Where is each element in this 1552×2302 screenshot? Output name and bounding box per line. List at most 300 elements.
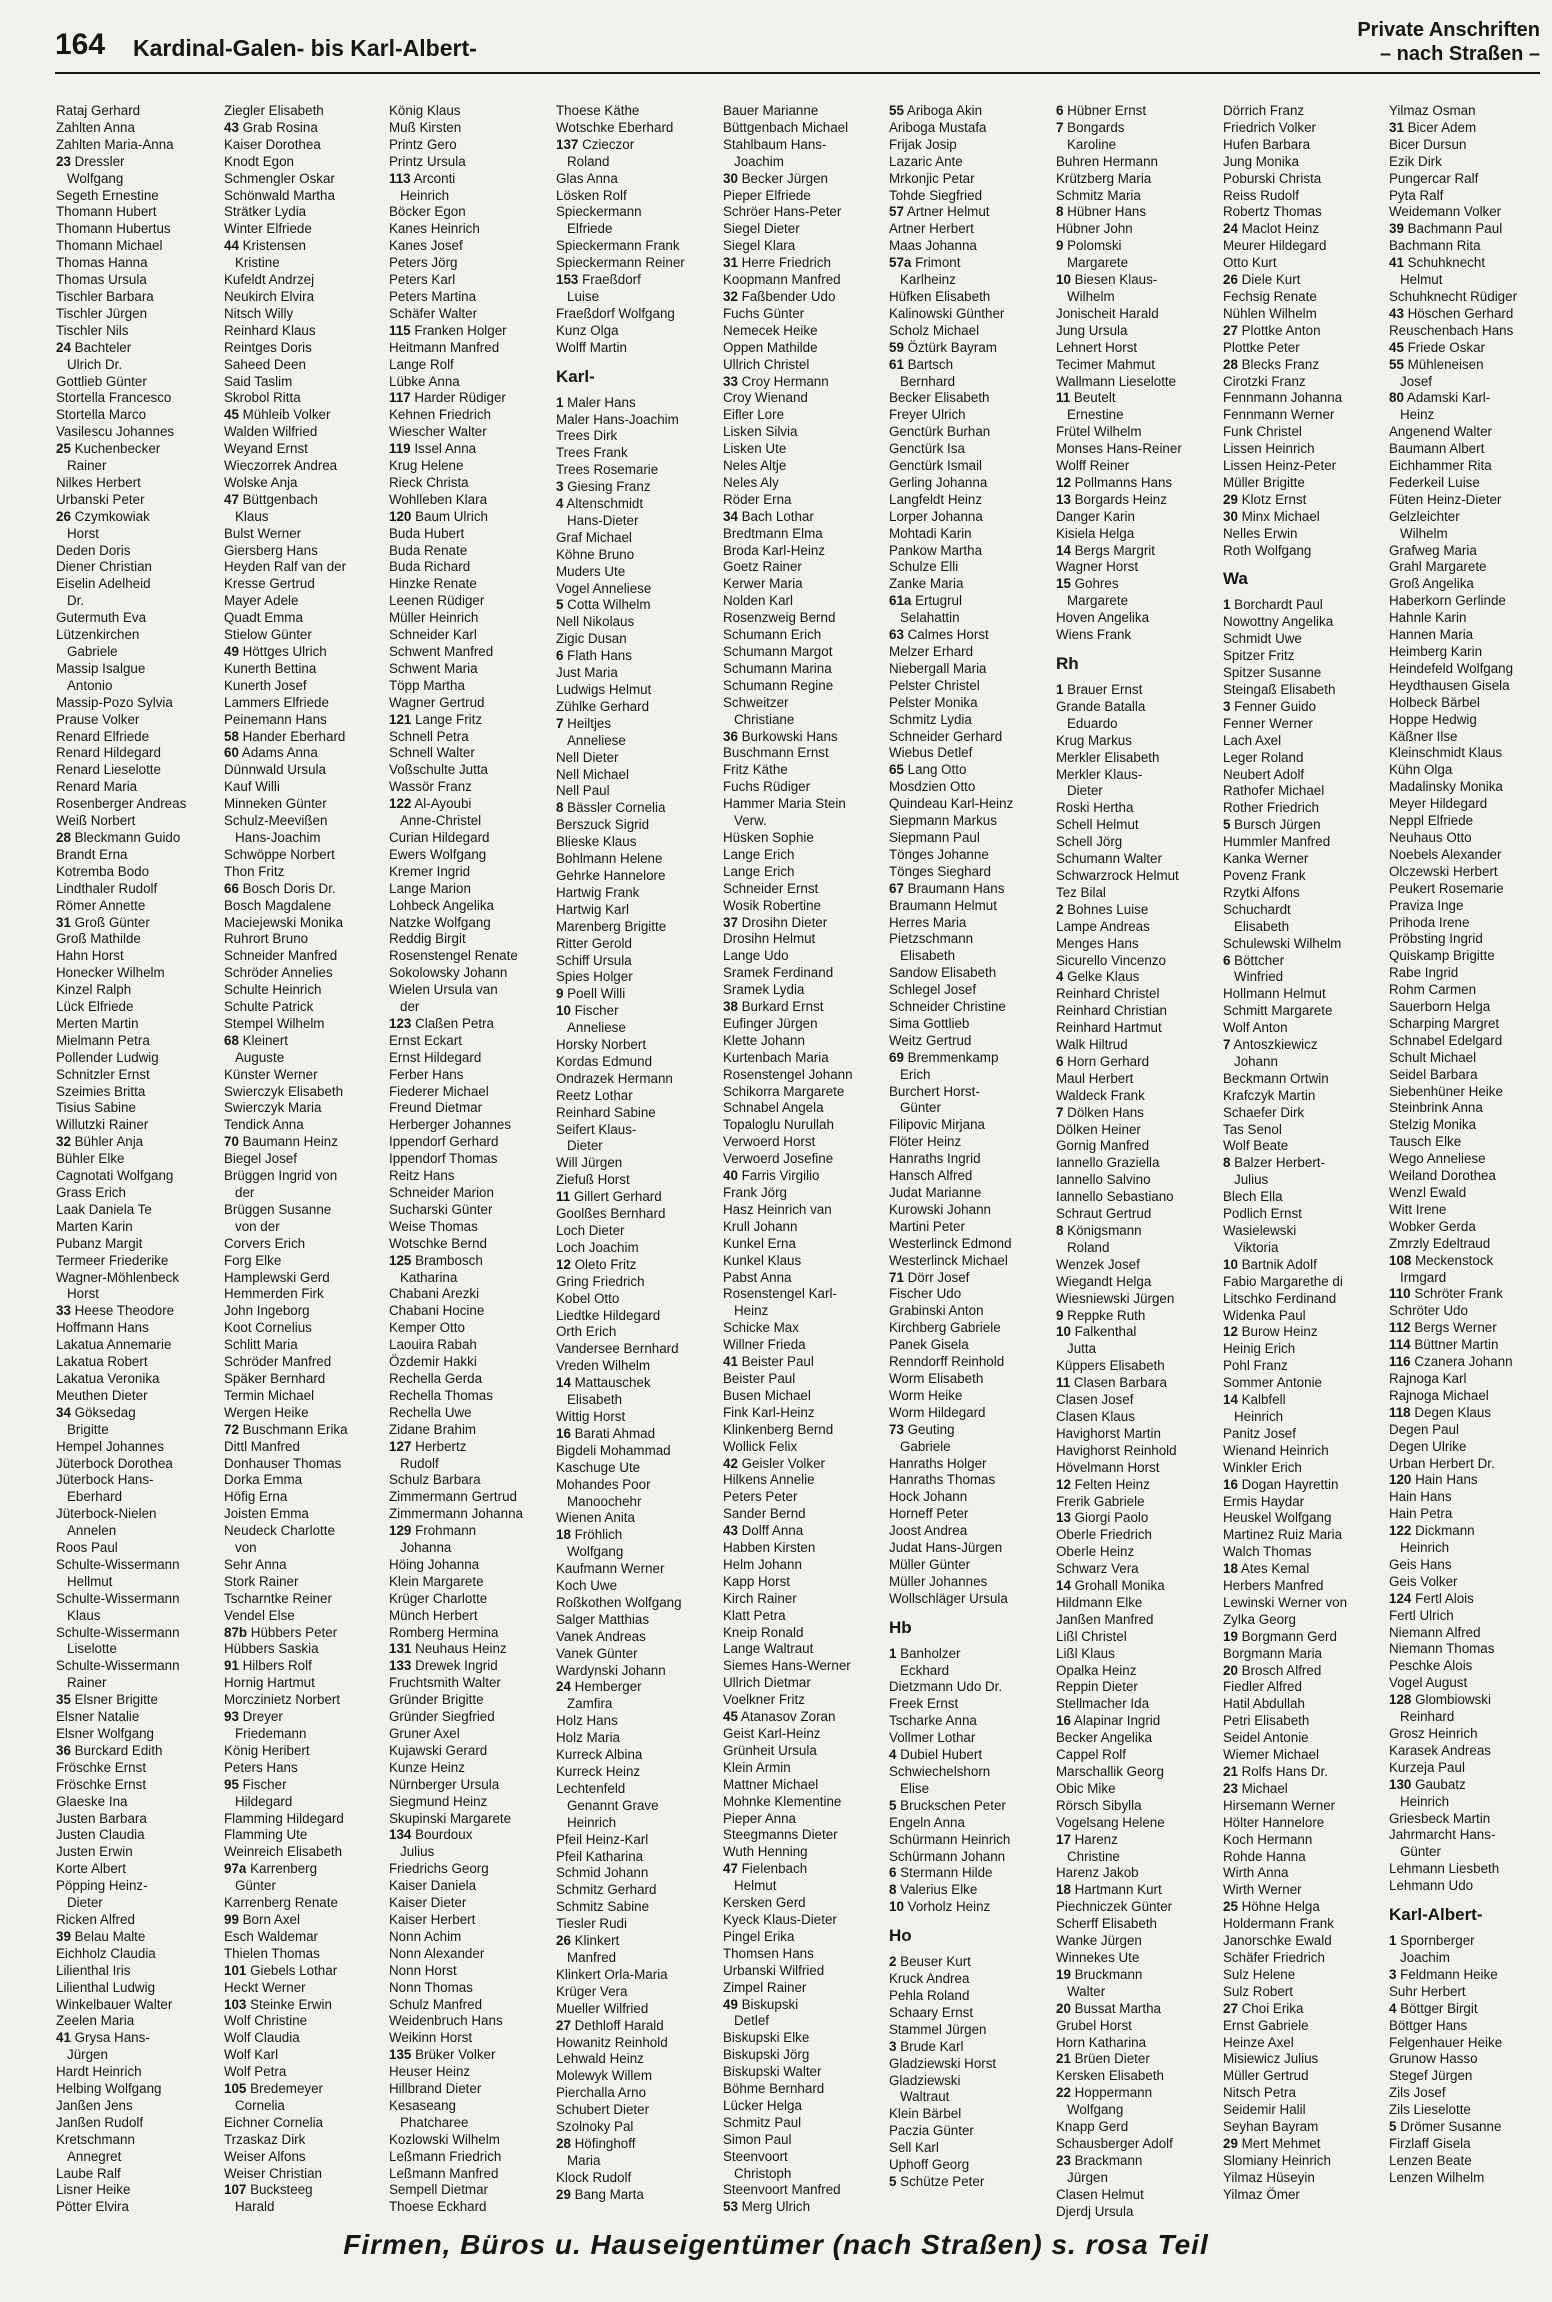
- directory-entry: Heinze Axel: [1223, 2034, 1294, 2050]
- directory-entry: Klinkert Orla-Maria: [556, 1966, 668, 1982]
- directory-entry: Ewers Wolfgang: [389, 846, 487, 862]
- directory-entry: 19 Bruckmann: [1056, 1966, 1143, 1982]
- directory-entry: Schneider Ernst: [723, 880, 819, 896]
- directory-entry: Freund Dietmar: [389, 1100, 483, 1116]
- directory-entry: Wittig Horst: [556, 1408, 626, 1424]
- directory-entry: Zeelen Maria: [56, 2013, 135, 2029]
- directory-entry: Niemann Alfred: [1389, 1624, 1481, 1640]
- directory-entry: Sima Gottlieb: [889, 1015, 970, 1031]
- directory-entry: Wuth Henning: [723, 1844, 808, 1860]
- directory-entry: 3 Fenner Guido: [1223, 698, 1317, 714]
- directory-entry: Rohde Hanna: [1223, 1848, 1306, 1864]
- directory-entry: 22 Hoppermann: [1056, 2085, 1153, 2101]
- directory-entry: Hartwig Frank: [556, 884, 640, 900]
- directory-entry: Lißl Klaus: [1056, 1645, 1115, 1661]
- directory-entry: Loch Joachim: [556, 1239, 639, 1255]
- directory-entry: Lisken Ute: [723, 441, 787, 457]
- directory-entry: Eifler Lore: [723, 407, 785, 423]
- directory-entry: Spitzer Susanne: [1223, 665, 1322, 681]
- directory-entry: 130 Gaubatz: [1389, 1776, 1466, 1792]
- entry-continuation: Gabriele: [900, 1438, 951, 1454]
- directory-entry: Freek Ernst: [889, 1696, 959, 1712]
- directory-entry: Tönges Johanne: [889, 846, 989, 862]
- directory-entry: 53 Merg Ulrich: [723, 2199, 811, 2215]
- directory-entry: Koot Cornelius: [224, 1320, 312, 1336]
- directory-entry: Waldeck Frank: [1056, 1087, 1145, 1103]
- house-number: 7: [1056, 1104, 1064, 1120]
- directory-entry: 3 Brude Karl: [889, 2038, 964, 2054]
- directory-entry: Steingaß Elisabeth: [1223, 682, 1336, 697]
- directory-entry: Iannello Sebastiano: [1056, 1189, 1174, 1205]
- directory-entry: Horsky Norbert: [556, 1037, 647, 1053]
- directory-entry: Pungercar Ralf: [1389, 170, 1479, 186]
- directory-entry: Knapp Gerd: [1056, 2119, 1129, 2135]
- directory-entry: Tausch Elke: [1389, 1134, 1462, 1150]
- directory-entry: 73 Geuting: [889, 1421, 955, 1437]
- directory-entry: Lilienthal Ludwig: [56, 1979, 156, 1995]
- directory-entry: Voßschulte Jutta: [389, 762, 488, 778]
- directory-entry: Reetz Lothar: [556, 1087, 633, 1103]
- directory-entry: Stortella Francesco: [56, 390, 172, 406]
- entry-continuation: Maria: [567, 2152, 601, 2168]
- directory-entry: Thielen Thomas: [224, 1945, 320, 1961]
- directory-entry: 45 Mühleib Volker: [224, 407, 331, 423]
- directory-entry: Klatt Petra: [723, 1607, 786, 1623]
- directory-entry: 40 Farris Virgilio: [723, 1168, 820, 1184]
- directory-entry: 55 Ariboga Akin: [889, 103, 983, 118]
- directory-entry: Nonn Horst: [389, 1962, 457, 1978]
- directory-entry: Römer Annette: [56, 897, 146, 913]
- directory-entry: Thomann Hubert: [56, 204, 157, 220]
- directory-entry: Havighorst Reinhold: [1056, 1442, 1177, 1458]
- directory-entry: Klein Margarete: [389, 1573, 484, 1589]
- directory-entry: Sokolowsky Johann: [389, 965, 508, 981]
- entry-continuation: Hellmut: [67, 1573, 113, 1589]
- house-number: 17: [1056, 1831, 1071, 1847]
- directory-entry: Zimmermann Gertrud: [389, 1489, 517, 1505]
- directory-entry: Winter Elfriede: [224, 221, 312, 237]
- directory-entry: Sramek Lydia: [723, 982, 805, 998]
- directory-entry: Urban Herbert Dr.: [1389, 1455, 1495, 1471]
- directory-entry: 8 Balzer Herbert-: [1223, 1155, 1325, 1171]
- directory-entry: Schwiechelshorn: [889, 1764, 991, 1779]
- entry-continuation: Winfried: [1234, 969, 1284, 985]
- directory-entry: 105 Bredemeyer: [224, 2081, 323, 2097]
- directory-entry: Krug Helene: [389, 458, 464, 474]
- directory-entry: Hüfken Elisabeth: [889, 288, 991, 304]
- page-number: 164: [55, 28, 106, 61]
- house-number: 3: [556, 479, 564, 495]
- entry-continuation: Elise: [900, 1780, 930, 1796]
- house-number: 72: [224, 1421, 239, 1437]
- house-number: 31: [723, 255, 738, 271]
- directory-entry: Hatil Abdullah: [1223, 1696, 1305, 1712]
- directory-entry: 28 Höfinghoff: [556, 2135, 636, 2151]
- directory-entry: 33 Croy Hermann: [723, 373, 829, 389]
- directory-entry: 61a Ertugrul: [889, 593, 962, 609]
- directory-entry: Hoppe Hedwig: [1389, 711, 1477, 727]
- directory-entry: Buda Renate: [389, 542, 468, 558]
- directory-column: [1056, 103, 1218, 2220]
- directory-entry: Schuhknecht Rüdiger: [1389, 288, 1518, 304]
- house-number: 40: [723, 1168, 738, 1184]
- directory-entry: Lakatua Veronika: [56, 1370, 160, 1386]
- directory-entry: Sramek Ferdinand: [723, 965, 834, 981]
- directory-entry: Wielen Ursula van: [389, 982, 498, 998]
- directory-entry: Liedtke Hildegard: [556, 1307, 661, 1323]
- house-number: 47: [723, 1861, 738, 1877]
- entry-continuation: Cornelia: [235, 2097, 285, 2113]
- entry-continuation: Eckhard: [900, 1662, 950, 1678]
- directory-entry: Reuschenbach Hans: [1389, 322, 1514, 338]
- street-heading: Karl-: [556, 366, 595, 386]
- directory-entry: Felgenhauer Heike: [1389, 2034, 1503, 2050]
- directory-entry: Baumann Albert: [1389, 441, 1485, 457]
- directory-entry: Seifert Klaus-: [556, 1121, 637, 1137]
- directory-entry: Schulte-Wissermann: [56, 1590, 180, 1606]
- directory-entry: 128 Glombiowski: [1389, 1692, 1491, 1708]
- entry-continuation: Christiane: [734, 711, 795, 727]
- directory-entry: Reinhard Klaus: [224, 322, 316, 338]
- directory-entry: Schumann Marina: [723, 660, 832, 676]
- directory-entry: Weiser Christian: [224, 2165, 322, 2181]
- house-number: 19: [1223, 1628, 1238, 1644]
- directory-entry: Münch Herbert: [389, 1607, 478, 1623]
- directory-entry: Pingel Erika: [723, 1928, 795, 1944]
- directory-entry: Reinhard Christel: [1056, 986, 1160, 1002]
- house-number: 6: [1056, 1053, 1064, 1069]
- directory-entry: Siegmund Heinz: [389, 1793, 488, 1809]
- directory-entry: Grabinski Anton: [889, 1303, 984, 1319]
- house-number: 134: [389, 1827, 412, 1843]
- directory-entry: Lange Rolf: [389, 356, 454, 372]
- directory-entry: Weiß Norbert: [56, 813, 136, 829]
- directory-entry: Stelzig Monika: [1389, 1117, 1477, 1133]
- directory-entry: Judat Marianne: [889, 1185, 982, 1200]
- directory-entry: Will Jürgen: [556, 1155, 623, 1171]
- directory-entry: Willner Frieda: [723, 1337, 806, 1353]
- entry-continuation: Wilhelm: [1400, 525, 1448, 541]
- directory-entry: Lübke Anna: [389, 373, 460, 389]
- directory-entry: Peters Karl: [389, 272, 456, 288]
- directory-entry: 116 Czanera Johann: [1389, 1354, 1513, 1370]
- entry-continuation: Anneliese: [567, 1020, 626, 1036]
- house-number: 9: [1056, 238, 1064, 254]
- house-number: 43: [224, 119, 239, 135]
- directory-column: [224, 103, 386, 2216]
- directory-entry: 23 Michael: [1223, 1780, 1288, 1796]
- directory-entry: Köhne Bruno: [556, 546, 635, 562]
- directory-entry: Klette Johann: [723, 1032, 805, 1048]
- directory-entry: 16 Alapinar Ingrid: [1056, 1713, 1161, 1729]
- directory-entry: Swierczyk Maria: [224, 1100, 322, 1116]
- directory-entry: Filipovic Mirjana: [889, 1117, 985, 1133]
- house-number: 4: [889, 1747, 897, 1763]
- directory-entry: Fuchs Rüdiger: [723, 779, 811, 795]
- entry-continuation: Hildegard: [235, 1793, 293, 1809]
- directory-entry: Schulte-Wissermann: [56, 1658, 180, 1674]
- directory-entry: 12 Pollmanns Hans: [1056, 474, 1173, 490]
- directory-entry: Friedrichs Georg: [389, 1861, 489, 1877]
- house-number: 133: [389, 1658, 412, 1674]
- directory-entry: Schulte Heinrich: [224, 982, 322, 998]
- directory-entry: Goolßes Bernhard: [556, 1206, 666, 1222]
- directory-entry: Hanraths Thomas: [889, 1472, 996, 1488]
- directory-entry: Bosch Magdalene: [224, 897, 332, 913]
- directory-entry: Scherff Elisabeth: [1056, 1916, 1157, 1932]
- directory-entry: Federkeil Luise: [1389, 474, 1480, 490]
- directory-column: [389, 103, 551, 2216]
- directory-entry: 2 Beuser Kurt: [889, 1954, 971, 1970]
- directory-entry: Grunow Hasso: [1389, 2051, 1478, 2067]
- house-number: 119: [389, 441, 411, 457]
- directory-entry: Hufen Barbara: [1223, 136, 1311, 152]
- directory-entry: Wolf Karl: [224, 2047, 279, 2063]
- directory-entry: Pfeil Heinz-Karl: [556, 1831, 649, 1847]
- directory-entry: Wiens Frank: [1056, 627, 1132, 643]
- directory-columns: [56, 103, 1540, 2219]
- house-number: 99: [224, 1911, 239, 1927]
- directory-entry: Goetz Rainer: [723, 559, 802, 575]
- house-number: 55: [889, 103, 904, 118]
- directory-entry: 58 Hander Eberhard: [224, 728, 346, 744]
- directory-entry: Kurzeja Paul: [1389, 1759, 1465, 1775]
- directory-entry: Joisten Emma: [224, 1506, 309, 1522]
- directory-entry: Angenend Walter: [1389, 424, 1492, 440]
- house-number: 26: [556, 1933, 571, 1949]
- directory-entry: Wenzl Ewald: [1389, 1185, 1467, 1200]
- directory-entry: Lange Waltraut: [723, 1641, 814, 1657]
- directory-entry: Kirch Rainer: [723, 1590, 797, 1606]
- directory-entry: 153 Fraeßdorf: [556, 272, 641, 288]
- directory-entry: Orth Erich: [556, 1324, 617, 1340]
- directory-entry: Heuser Heinz: [389, 2064, 471, 2080]
- entry-continuation: Roland: [567, 153, 610, 169]
- directory-entry: 122 Dickmann: [1389, 1523, 1475, 1539]
- directory-entry: Lakatua Robert: [56, 1354, 148, 1370]
- directory-entry: Hildmann Elke: [1056, 1594, 1143, 1610]
- directory-entry: Thoese Käthe: [556, 103, 640, 118]
- directory-entry: Hirsemann Werner: [1223, 1797, 1336, 1813]
- directory-entry: Biskupski Elke: [723, 2030, 810, 2046]
- house-number: 120: [1389, 1472, 1412, 1488]
- directory-entry: Kunerth Bettina: [224, 660, 317, 676]
- directory-entry: 127 Herbertz: [389, 1438, 467, 1454]
- house-number: 135: [389, 2047, 412, 2063]
- directory-entry: Neles Aly: [723, 474, 779, 490]
- house-number: 34: [723, 508, 738, 524]
- house-number: 10: [889, 1899, 904, 1915]
- house-number: 7: [1223, 1037, 1231, 1053]
- directory-entry: Hannen Maria: [1389, 627, 1474, 643]
- directory-entry: 26 Klinkert: [556, 1933, 620, 1949]
- directory-entry: Vanek Günter: [556, 1645, 638, 1661]
- directory-entry: Braumann Helmut: [889, 897, 997, 913]
- directory-entry: Lissen Heinrich: [1223, 441, 1315, 457]
- house-number: 23: [1223, 1780, 1238, 1796]
- directory-entry: Fiederer Michael: [389, 1083, 489, 1099]
- directory-entry: Pohl Franz: [1223, 1358, 1288, 1374]
- directory-entry: 27 Plottke Anton: [1223, 322, 1321, 338]
- entry-continuation: Johanna: [400, 1540, 452, 1556]
- directory-entry: Ruhrort Bruno: [224, 931, 309, 947]
- directory-entry: 12 Felten Heinz: [1056, 1476, 1150, 1492]
- house-number: 67: [889, 880, 904, 896]
- directory-entry: Skupinski Margarete: [389, 1810, 512, 1826]
- entry-continuation: Klaus: [67, 1607, 101, 1623]
- directory-entry: John Ingeborg: [224, 1303, 310, 1319]
- directory-entry: Cagnotati Wolfgang: [56, 1168, 174, 1184]
- directory-entry: Holz Hans: [556, 1713, 618, 1729]
- directory-entry: König Heribert: [224, 1742, 310, 1758]
- directory-entry: 11 Gillert Gerhard: [556, 1189, 662, 1205]
- directory-entry: Reinhard Sabine: [556, 1104, 656, 1120]
- directory-entry: Wasielewski: [1223, 1223, 1297, 1238]
- directory-entry: Gring Friedrich: [556, 1273, 645, 1289]
- directory-entry: Donhauser Thomas: [224, 1455, 342, 1471]
- house-number: 21: [1056, 2051, 1071, 2067]
- directory-entry: Rother Friedrich: [1223, 800, 1319, 816]
- directory-entry: Wieczorrek Andrea: [224, 458, 338, 474]
- house-number: 128: [1389, 1692, 1412, 1708]
- directory-entry: Reppin Dieter: [1056, 1679, 1138, 1695]
- directory-entry: Heyden Ralf van der: [224, 559, 347, 575]
- directory-entry: Rajnoga Karl: [1389, 1370, 1467, 1386]
- house-number: 118: [1389, 1404, 1411, 1420]
- directory-entry: 32 Faßbender Udo: [723, 288, 836, 304]
- directory-entry: 41 Beister Paul: [723, 1354, 814, 1370]
- directory-entry: Biskupski Walter: [723, 2064, 822, 2080]
- directory-entry: Hasz Heinrich van: [723, 1201, 832, 1217]
- house-number: 61: [889, 356, 904, 372]
- directory-entry: Honecker Wilhelm: [56, 965, 165, 981]
- directory-entry: Fenner Werner: [1223, 715, 1313, 731]
- directory-entry: 113 Arconti: [389, 170, 456, 186]
- directory-entry: Steenvoort Manfred: [723, 2182, 841, 2198]
- house-number: 20: [1223, 1662, 1238, 1678]
- directory-entry: Langfeldt Heinz: [889, 491, 983, 507]
- directory-entry: 34 Bach Lothar: [723, 508, 814, 524]
- house-number: 24: [56, 339, 71, 355]
- directory-entry: Pietzschmann: [889, 931, 974, 947]
- directory-entry: Sicurello Vincenzo: [1056, 952, 1166, 968]
- house-number: 59: [889, 339, 904, 355]
- directory-entry: Reitz Hans: [389, 1168, 455, 1184]
- directory-entry: Janßen Rudolf: [56, 2114, 144, 2130]
- directory-entry: Chabani Hocine: [389, 1303, 485, 1319]
- directory-entry: Peters Jörg: [389, 255, 458, 271]
- house-number: 63: [889, 627, 904, 643]
- directory-entry: Flamming Hildegard: [224, 1810, 344, 1826]
- directory-entry: 101 Giebels Lothar: [224, 1962, 338, 1978]
- directory-entry: Fennmann Johanna: [1223, 390, 1343, 406]
- directory-entry: Merkler Klaus-: [1056, 766, 1143, 782]
- directory-entry: 21 Rolfs Hans Dr.: [1223, 1764, 1328, 1779]
- entry-continuation: Erich: [900, 1066, 931, 1082]
- directory-entry: Lampe Andreas: [1056, 918, 1150, 934]
- directory-entry: Nell Paul: [556, 783, 610, 799]
- directory-entry: Wiesniewski Jürgen: [1056, 1290, 1175, 1306]
- directory-entry: 103 Steinke Erwin: [224, 1996, 332, 2012]
- directory-entry: Sulz Robert: [1223, 1983, 1293, 1999]
- directory-entry: Zahlten Maria-Anna: [56, 136, 174, 152]
- directory-entry: 17 Harenz: [1056, 1831, 1118, 1847]
- house-number: 16: [1056, 1713, 1071, 1729]
- directory-entry: Kobel Otto: [556, 1290, 620, 1306]
- directory-entry: Neuhaus Otto: [1389, 829, 1472, 845]
- directory-entry: Lange Marion: [389, 880, 471, 896]
- entry-continuation: Verw.: [734, 813, 767, 829]
- directory-entry: Jung Ursula: [1056, 322, 1128, 338]
- directory-entry: Hahn Horst: [56, 948, 124, 964]
- directory-entry: Siegel Klara: [723, 238, 796, 254]
- entry-continuation: Julius: [400, 1844, 435, 1860]
- directory-entry: Eichner Cornelia: [224, 2114, 323, 2130]
- directory-entry: 124 Fertl Alois: [1389, 1590, 1474, 1606]
- directory-entry: Simon Paul: [723, 2131, 792, 2147]
- directory-entry: Wosik Robertine: [723, 897, 821, 913]
- house-number: 10: [556, 1003, 571, 1019]
- house-number: 58: [224, 728, 239, 744]
- directory-entry: Mohtadi Karin: [889, 525, 972, 541]
- directory-entry: Geis Hans: [1389, 1556, 1452, 1572]
- directory-entry: Kunz Olga: [556, 322, 619, 338]
- house-number: 32: [56, 1134, 71, 1150]
- entry-continuation: Ulrich Dr.: [67, 356, 123, 372]
- directory-entry: Wagner Horst: [1056, 559, 1139, 575]
- directory-entry: Böhme Bernhard: [723, 2081, 825, 2097]
- entry-continuation: Hans-Joachim: [235, 829, 321, 845]
- house-number: 121: [389, 711, 412, 727]
- directory-entry: Schumann Regine: [723, 677, 834, 693]
- directory-entry: Marenberg Brigitte: [556, 918, 667, 934]
- directory-entry: 6 Hübner Ernst: [1056, 103, 1147, 118]
- directory-entry: Melzer Erhard: [889, 644, 974, 659]
- directory-entry: 16 Barati Ahmad: [556, 1425, 656, 1441]
- directory-entry: Piechniczek Günter: [1056, 1899, 1173, 1915]
- directory-entry: Obic Mike: [1056, 1780, 1116, 1796]
- directory-entry: Lange Udo: [723, 948, 789, 964]
- directory-entry: Hübner John: [1056, 221, 1133, 237]
- directory-entry: Lisner Heike: [56, 2182, 131, 2198]
- directory-entry: Fuchs Günter: [723, 305, 805, 321]
- directory-entry: Danger Karin: [1056, 508, 1135, 524]
- directory-entry: 27 Choi Erika: [1223, 2000, 1304, 2016]
- directory-entry: Schulz Barbara: [389, 1472, 481, 1488]
- directory-entry: Büttgenbach Michael: [723, 119, 849, 135]
- directory-entry: Hübbers Saskia: [224, 1641, 319, 1657]
- directory-entry: Schnabel Edelgard: [1389, 1032, 1503, 1048]
- directory-entry: Gornig Manfred: [1056, 1138, 1150, 1154]
- entry-continuation: Christine: [1067, 1848, 1120, 1864]
- directory-entry: Habben Kirsten: [723, 1540, 816, 1556]
- header-rule: [55, 72, 1540, 74]
- directory-entry: 25 Kuchenbecker: [56, 441, 161, 457]
- directory-entry: Oberle Heinz: [1056, 1544, 1135, 1560]
- directory-entry: Siegel Dieter: [723, 221, 800, 237]
- directory-entry: Nolden Karl: [723, 593, 793, 609]
- directory-entry: Wolff Reiner: [1056, 458, 1130, 474]
- house-number: 12: [556, 1256, 571, 1272]
- directory-entry: Mueller Wilfried: [556, 2000, 649, 2016]
- house-number: 30: [723, 170, 738, 186]
- directory-entry: Neles Altje: [723, 458, 787, 474]
- directory-entry: Rechella Thomas: [389, 1387, 493, 1403]
- directory-entry: 36 Burckard Edith: [56, 1742, 163, 1758]
- directory-entry: Tohde Siegfried: [889, 187, 983, 203]
- entry-continuation: Josef: [1400, 373, 1433, 389]
- directory-entry: Sommer Antonie: [1223, 1375, 1322, 1391]
